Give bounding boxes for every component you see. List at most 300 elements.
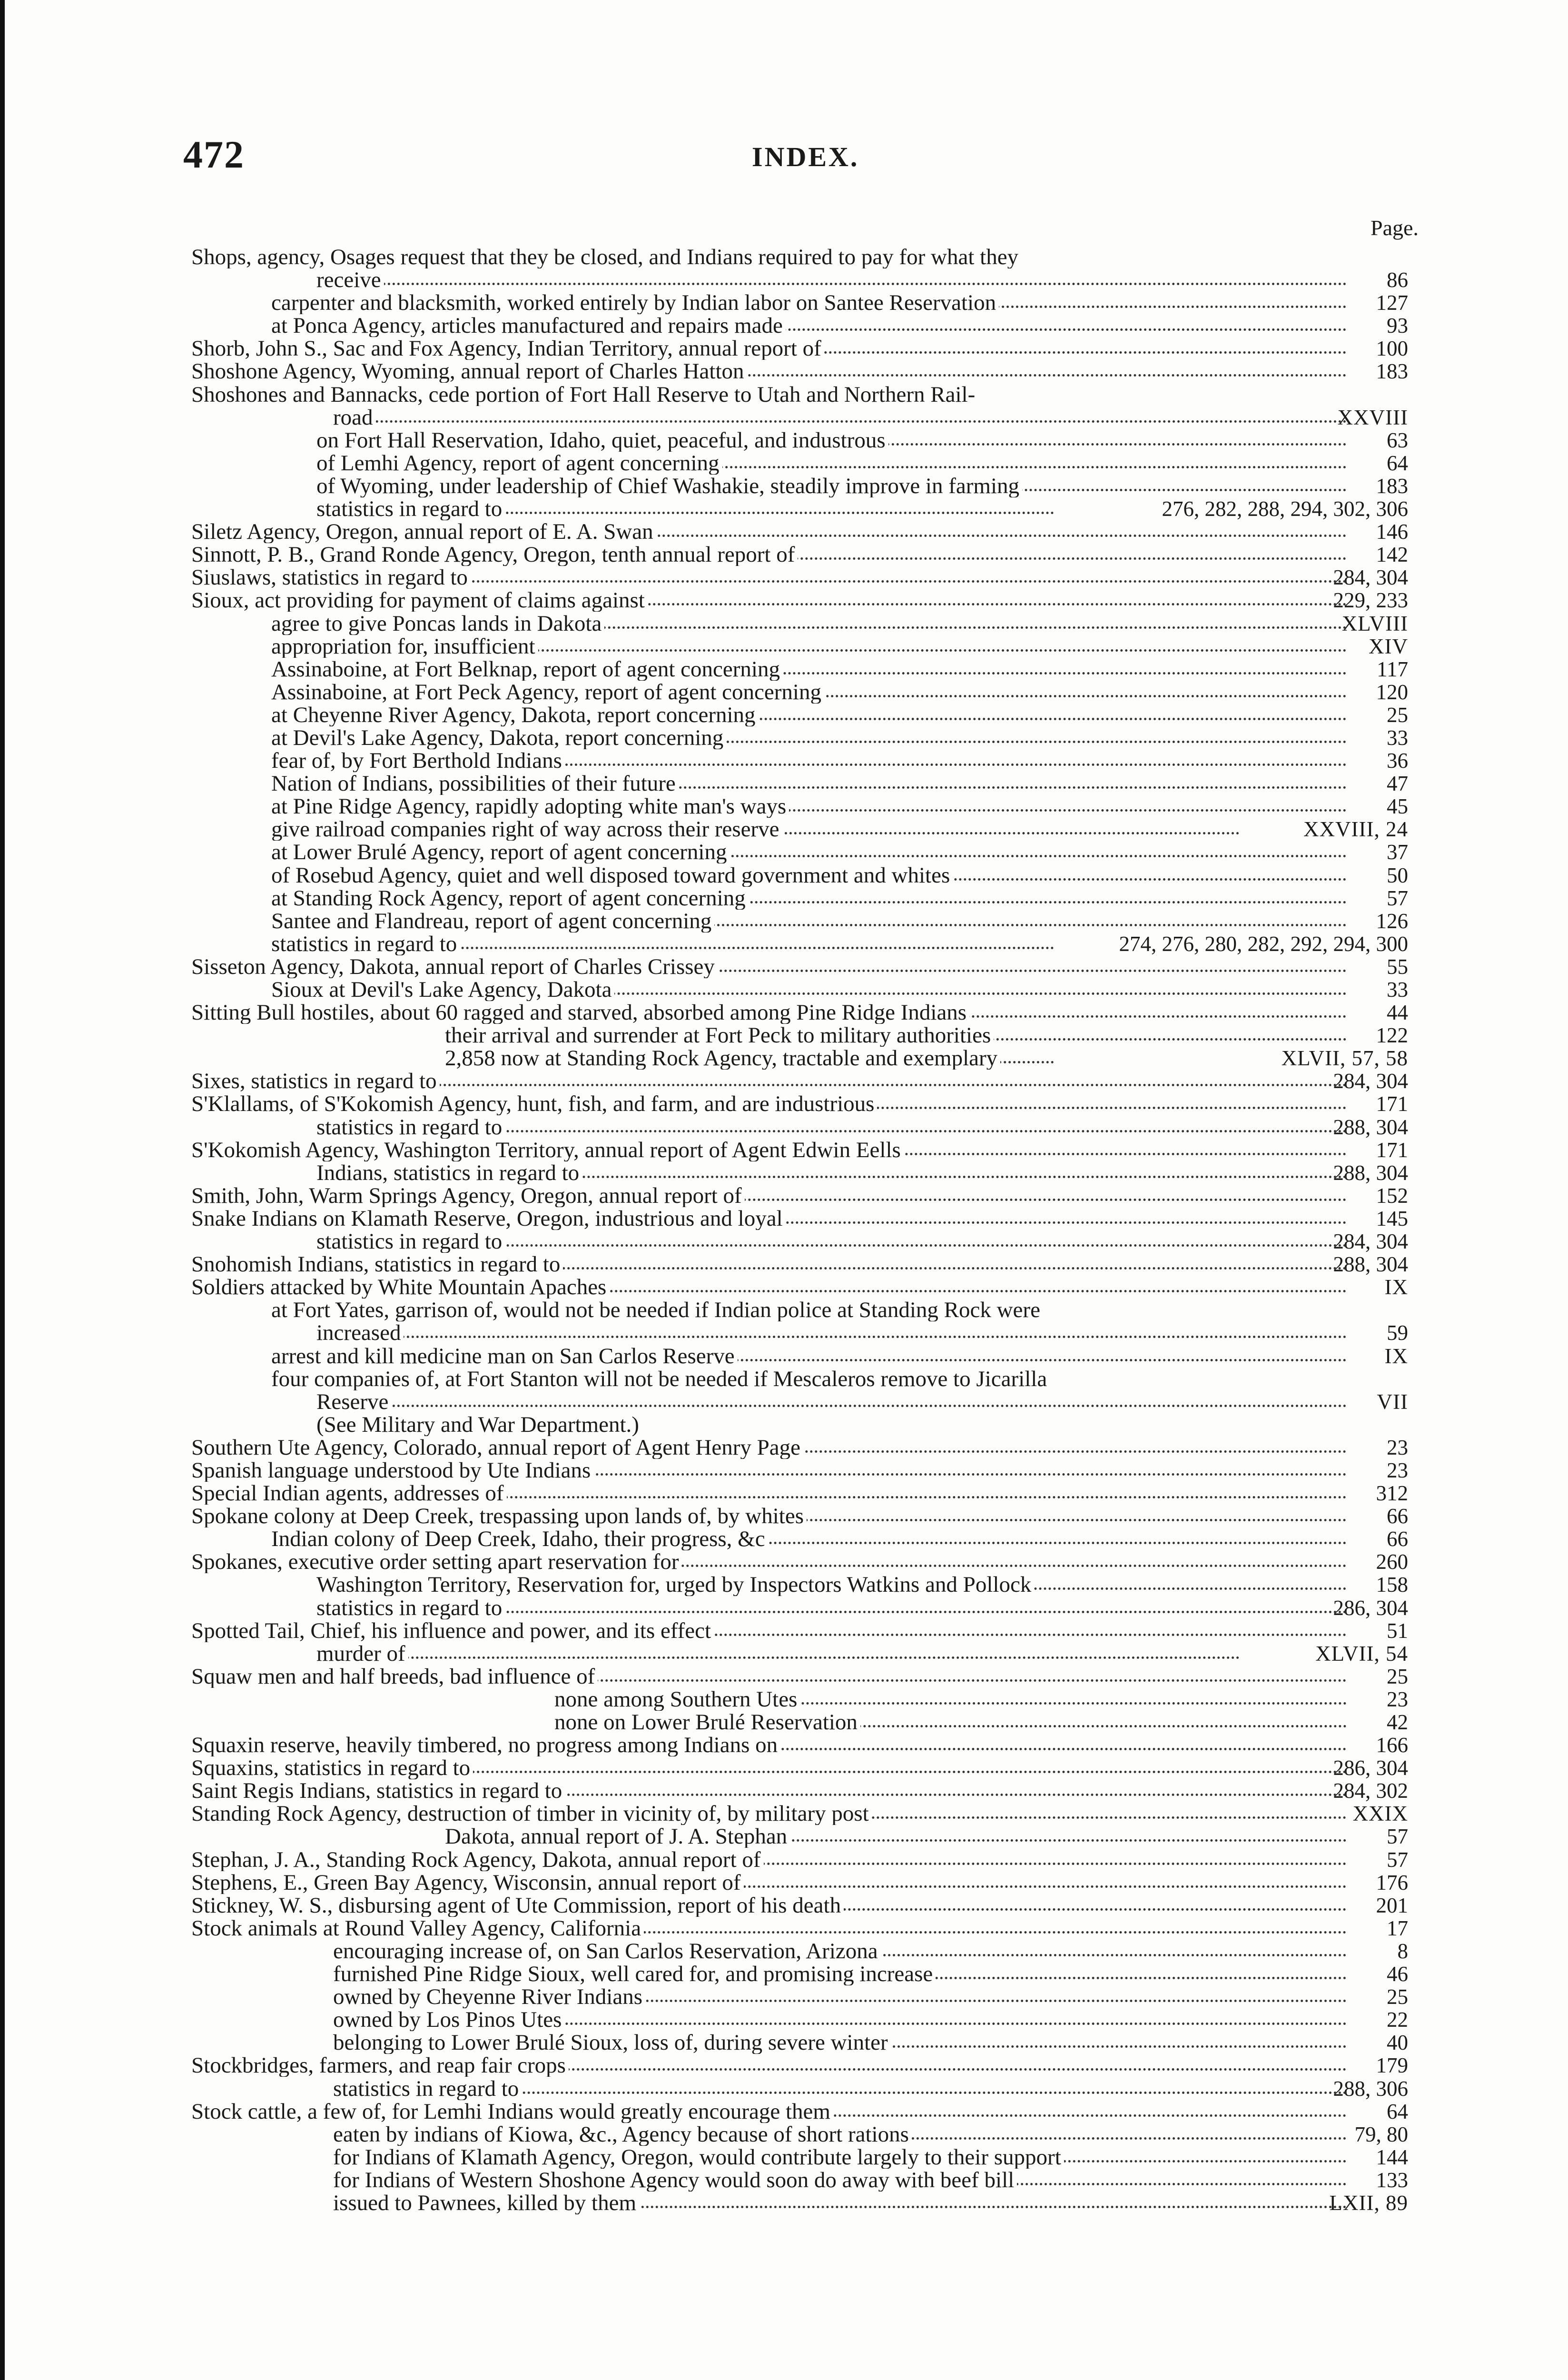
entry-text: [191, 955, 1347, 978]
entry-label: for Indians of Klamath Agency, Oregon, would contribute largely to their support: [333, 2146, 1064, 2169]
index-entry: [0, 1825, 1568, 1848]
entry-label: Squaxins, statistics in regard to: [191, 1756, 473, 1779]
entry-text: [191, 566, 1347, 589]
entry-text: [191, 1253, 1347, 1276]
entry-label: Shoshone Agency, Wyoming, annual report of Charles Hatton: [191, 360, 747, 383]
entry-text: [191, 1917, 1347, 1940]
entry-label: increased: [316, 1321, 404, 1344]
entry-label: owned by Cheyenne River Indians: [333, 1985, 645, 2008]
entry-page-ref: 40: [1387, 2031, 1408, 2055]
entry-label: at Ponca Agency, articles manufactured and repairs made: [271, 314, 786, 337]
entry-text: [191, 360, 1347, 383]
entry-label: appropriation for, insufficient: [271, 635, 538, 658]
index-entry: [0, 1116, 1568, 1139]
entry-page-ref: 33: [1387, 725, 1408, 750]
entry-page-ref: 25: [1387, 703, 1408, 727]
entry-page-ref: 46: [1387, 1962, 1408, 1986]
index-entry: [0, 1619, 1568, 1642]
index-entry: [0, 1207, 1568, 1230]
entry-text: [271, 681, 1347, 704]
entry-text: [191, 1092, 1347, 1115]
page-number: 472: [183, 133, 245, 176]
entry-text: [191, 246, 1408, 268]
entry-page-ref: 66: [1387, 1504, 1408, 1528]
index-entry: [0, 360, 1568, 383]
entry-text: [316, 1321, 1347, 1344]
entry-page-ref: 44: [1387, 1001, 1408, 1025]
entry-text: [191, 2100, 1347, 2123]
entry-label: of Wyoming, under leadership of Chief Washakie, steadily improve in farming: [316, 475, 1022, 497]
entry-label: Siuslaws, statistics in regard to: [191, 566, 471, 589]
index-entry: [0, 704, 1568, 726]
entry-text: [316, 1161, 1347, 1184]
entry-text: [191, 1756, 1347, 1779]
index-entry: [0, 1161, 1568, 1184]
entry-page-ref: 284, 304: [1333, 1069, 1408, 1093]
entry-label: S'Kokomish Agency, Washington Territory, annual report of Agent Edwin Eells: [191, 1139, 904, 1161]
index-entries: [0, 246, 1568, 2214]
entry-label: statistics in regard to: [316, 1116, 505, 1139]
index-entry: [0, 1092, 1568, 1115]
entry-text: [271, 887, 1347, 910]
entry-page-ref: 288, 304: [1333, 1160, 1408, 1185]
entry-page-ref: 23: [1387, 1458, 1408, 1482]
index-entry: [0, 841, 1568, 863]
index-entry: [0, 1184, 1568, 1207]
entry-text: [445, 1825, 1347, 1848]
entry-page-ref: XLVIII: [1341, 611, 1408, 635]
entry-page-ref: 37: [1387, 840, 1408, 864]
entry-page-ref: 120: [1376, 680, 1408, 704]
entry-page-ref: 42: [1387, 1710, 1408, 1734]
index-entry: [0, 726, 1568, 749]
index-entry: [0, 291, 1568, 314]
entry-label: four companies of, at Fort Stanton will not be needed if Mescaleros remove to Jicarilla: [271, 1368, 1050, 1390]
entry-text: [333, 2031, 1347, 2054]
index-entry: [0, 1894, 1568, 1917]
entry-page-ref: 126: [1376, 909, 1408, 933]
entry-label: give railroad companies right of way across their reserve: [271, 818, 782, 841]
index-entry: [0, 383, 1568, 406]
entry-label: Squaw men and half breeds, bad influence of: [191, 1665, 598, 1688]
entry-page-ref: 36: [1387, 749, 1408, 773]
entry-label: Nation of Indians, possibilities of their future: [271, 772, 679, 795]
entry-text: [271, 1527, 1347, 1550]
entry-label: Stephens, E., Green Bay Agency, Wisconsin, annual report of: [191, 1871, 744, 1894]
entry-page-ref: 8: [1397, 1939, 1408, 1963]
entry-label: Standing Rock Agency, destruction of timber in vicinity of, by military post: [191, 1802, 872, 1825]
entry-label: at Standing Rock Agency, report of agent concerning: [271, 887, 749, 910]
index-entry: [0, 2169, 1568, 2192]
entry-text: [191, 1001, 1347, 1024]
index-entry: [0, 1253, 1568, 1276]
index-entry: [0, 1070, 1568, 1092]
entry-page-ref: XXVIII: [1337, 405, 1408, 429]
entry-text: [333, 1985, 1347, 2008]
index-entry: [0, 1368, 1568, 1390]
entry-page-ref: 179: [1376, 2053, 1408, 2078]
index-entry: [0, 1871, 1568, 1894]
entry-label: owned by Los Pinos Utes: [333, 2008, 564, 2031]
entry-label: Shoshones and Bannacks, cede portion of Fort Hall Reserve to Utah and Northern Rail-: [191, 383, 978, 406]
index-entry: [0, 1642, 1568, 1665]
index-entry: [0, 1299, 1568, 1321]
entry-label: at Lower Brulé Agency, report of agent concerning: [271, 841, 730, 863]
entry-page-ref: 146: [1376, 520, 1408, 544]
entry-label: at Devil's Lake Agency, Dakota, report concerning: [271, 726, 726, 749]
entry-page-ref: 63: [1387, 428, 1408, 452]
entry-label: their arrival and surrender at Fort Peck to military authorities: [445, 1024, 994, 1047]
entry-label: Siletz Agency, Oregon, annual report of E. A. Swan: [191, 520, 656, 543]
entry-label: Soldiers attacked by White Mountain Apaches: [191, 1276, 609, 1299]
entry-label: Dakota, annual report of J. A. Stephan: [445, 1825, 790, 1848]
entry-label: Indians, statistics in regard to: [316, 1161, 582, 1184]
entry-page-ref: 17: [1387, 1916, 1408, 1940]
index-entry: [0, 681, 1568, 704]
entry-page-ref: 133: [1376, 2168, 1408, 2192]
entry-text: [191, 589, 1347, 612]
index-entry: [0, 1390, 1568, 1413]
entry-label: Sisseton Agency, Dakota, annual report of Charles Crissey: [191, 955, 718, 978]
entry-text: [191, 1734, 1347, 1756]
index-entry: [0, 246, 1568, 268]
entry-page-ref: 55: [1387, 954, 1408, 979]
index-entry: [0, 1527, 1568, 1550]
entry-page-ref: 51: [1387, 1618, 1408, 1643]
index-entry: [0, 978, 1568, 1001]
index-entry: [0, 2192, 1568, 2214]
entry-text: [333, 1940, 1347, 1963]
entry-label: statistics in regard to: [316, 1597, 505, 1619]
index-entry: [0, 475, 1568, 497]
entry-text: [191, 1459, 1347, 1482]
entry-label: Shops, agency, Osages request that they be closed, and Indians required to pay for what they: [191, 246, 1021, 268]
page-title: INDEX.: [752, 141, 859, 172]
entry-text: [333, 406, 1347, 429]
entry-page-ref: 50: [1387, 863, 1408, 887]
entry-label: for Indians of Western Shoshone Agency would soon do away with beef bill: [333, 2169, 1017, 2192]
entry-label: Spotted Tail, Chief, his influence and power, and its effect: [191, 1619, 714, 1642]
entry-page-ref: XXVIII, 24: [1303, 817, 1408, 842]
index-entry: [0, 1139, 1568, 1161]
entry-label: Spanish language understood by Ute Indians: [191, 1459, 593, 1482]
entry-label: Shorb, John S., Sac and Fox Agency, Indian Territory, annual report of: [191, 337, 824, 360]
index-entry: [0, 566, 1568, 589]
entry-label: receive: [316, 268, 384, 291]
entry-text: [316, 268, 1347, 291]
index-entry: [0, 2031, 1568, 2054]
entry-label: S'Klallams, of S'Kokomish Agency, hunt, fish, and farm, and are industrious: [191, 1092, 877, 1115]
entry-label: statistics in regard to: [333, 2077, 522, 2100]
index-entry: [0, 1688, 1568, 1711]
entry-label: Stock cattle, a few of, for Lemhi Indians would greatly encourage them: [191, 2100, 833, 2123]
entry-page-ref: 64: [1387, 451, 1408, 475]
page-column-heading: Page.: [1371, 216, 1419, 240]
index-entry: [0, 2077, 1568, 2100]
entry-text: [271, 910, 1347, 932]
entry-text: [271, 978, 1347, 1001]
entry-label: Smith, John, Warm Springs Agency, Oregon, annual report of: [191, 1184, 745, 1207]
index-entry: [0, 1734, 1568, 1756]
index-entry: [0, 2008, 1568, 2031]
entry-text: [316, 1413, 1408, 1436]
entry-text: [333, 2146, 1347, 2169]
entry-label: (See Military and War Department.): [316, 1413, 642, 1436]
entry-page-ref: 284, 302: [1333, 1779, 1408, 1803]
entry-page-ref: 288, 304: [1333, 1115, 1408, 1139]
entry-text: [271, 658, 1347, 681]
entry-label: Santee and Flandreau, report of agent concerning: [271, 910, 714, 932]
entry-text: [271, 314, 1347, 337]
index-entry: [0, 1711, 1568, 1734]
entry-text: [445, 1047, 1054, 1070]
entry-page-ref: 23: [1387, 1435, 1408, 1459]
entry-text: [191, 1436, 1347, 1459]
index-entry: [0, 520, 1568, 543]
index-entry: [0, 1917, 1568, 1940]
index-entry: [0, 1413, 1568, 1436]
entry-label: Special Indian agents, addresses of: [191, 1482, 507, 1505]
entry-text: [271, 1368, 1408, 1390]
entry-page-ref: 45: [1387, 794, 1408, 819]
entry-text: [191, 1207, 1347, 1230]
entry-page-ref: 142: [1376, 543, 1408, 567]
index-entry: [0, 1024, 1568, 1047]
entry-text: [191, 1505, 1347, 1527]
entry-page-ref: 86: [1387, 268, 1408, 292]
entry-label: Stephan, J. A., Standing Rock Agency, Dakota, annual report of: [191, 1848, 764, 1871]
entry-label: arrest and kill medicine man on San Carlos Reserve: [271, 1345, 738, 1368]
entry-text: [191, 1139, 1347, 1161]
entry-label: Sioux, act providing for payment of claims against: [191, 589, 648, 612]
entry-page-ref: 47: [1387, 772, 1408, 796]
entry-page-ref: 274, 276, 280, 282, 292, 294, 300: [1119, 932, 1408, 956]
entry-text: [191, 1070, 1347, 1092]
entry-text: [191, 543, 1347, 566]
entry-page-ref: 144: [1376, 2145, 1408, 2169]
index-entry: [0, 1001, 1568, 1024]
index-entry: [0, 1550, 1568, 1573]
entry-page-ref: VII: [1377, 1389, 1408, 1414]
index-entry: [0, 932, 1568, 955]
entry-text: [271, 932, 1054, 955]
entry-text: [316, 1390, 1347, 1413]
entry-label: Sioux at Devil's Lake Agency, Dakota: [271, 978, 614, 1001]
entry-label: agree to give Poncas lands in Dakota: [271, 612, 604, 635]
entry-label: Spokane colony at Deep Creek, trespassing upon lands of, by whites: [191, 1505, 807, 1527]
entry-page-ref: 183: [1376, 359, 1408, 384]
entry-text: [191, 1871, 1347, 1894]
entry-label: at Fort Yates, garrison of, would not be needed if Indian police at Standing Rock were: [271, 1299, 1043, 1321]
entry-page-ref: 117: [1377, 657, 1408, 681]
entry-page-ref: 25: [1387, 1664, 1408, 1688]
index-entry: [0, 1848, 1568, 1871]
entry-text: [191, 2054, 1347, 2077]
entry-page-ref: 33: [1387, 978, 1408, 1002]
entry-text: [191, 1848, 1347, 1871]
entry-page-ref: 152: [1376, 1183, 1408, 1208]
entry-page-ref: 122: [1376, 1023, 1408, 1048]
entry-text: [554, 1711, 1347, 1734]
index-entry: [0, 1482, 1568, 1505]
entry-page-ref: 171: [1376, 1138, 1408, 1162]
entry-page-ref: 22: [1387, 2008, 1408, 2032]
entry-page-ref: 59: [1387, 1321, 1408, 1345]
entry-page-ref: 176: [1376, 1870, 1408, 1894]
entry-label: belonging to Lower Brulé Sioux, loss of, during severe winter: [333, 2031, 891, 2054]
index-entry: [0, 1940, 1568, 1963]
entry-page-ref: 166: [1376, 1733, 1408, 1757]
entry-text: [316, 1642, 1240, 1665]
index-entry: [0, 1047, 1568, 1070]
entry-label: encouraging increase of, on San Carlos Reservation, Arizona: [333, 1940, 881, 1963]
index-entry: [0, 955, 1568, 978]
entry-page-ref: 183: [1376, 474, 1408, 498]
index-entry: [0, 268, 1568, 291]
entry-label: statistics in regard to: [271, 932, 460, 955]
index-entry: [0, 658, 1568, 681]
entry-page-ref: XXIX: [1352, 1802, 1408, 1826]
entry-text: [316, 1230, 1347, 1253]
index-entry: [0, 497, 1568, 520]
entry-label: Assinaboine, at Fort Belknap, report of agent concerning: [271, 658, 783, 681]
entry-label: none on Lower Brulé Reservation: [554, 1711, 860, 1734]
index-entry: [0, 1230, 1568, 1253]
entry-text: [271, 1299, 1408, 1321]
entry-page-ref: 57: [1387, 886, 1408, 910]
index-entry: [0, 887, 1568, 910]
entry-page-ref: XLVII, 57, 58: [1281, 1046, 1408, 1071]
entry-label: issued to Pawnees, killed by them: [333, 2192, 639, 2214]
index-entry: [0, 1573, 1568, 1596]
index-entry: [0, 1665, 1568, 1688]
entry-page-ref: IX: [1384, 1275, 1408, 1299]
entry-page-ref: 57: [1387, 1847, 1408, 1872]
index-entry: [0, 1345, 1568, 1368]
entry-text: [271, 726, 1347, 749]
entry-label: Assinaboine, at Fort Peck Agency, report of agent concerning: [271, 681, 824, 704]
index-entry: [0, 1436, 1568, 1459]
entry-label: Indian colony of Deep Creek, Idaho, their progress, &c: [271, 1527, 768, 1550]
entry-label: Stockbridges, farmers, and reap fair crops: [191, 2054, 569, 2077]
entry-text: [316, 1116, 1347, 1139]
index-entry: [0, 749, 1568, 772]
entry-text: [333, 2123, 1347, 2146]
entry-label: of Rosebud Agency, quiet and well disposed toward government and whites: [271, 864, 953, 887]
entry-text: [191, 1894, 1347, 1917]
entry-page-ref: XLVII, 54: [1315, 1641, 1408, 1666]
entry-page-ref: 284, 304: [1333, 1230, 1408, 1254]
entry-page-ref: 23: [1387, 1687, 1408, 1711]
entry-text: [316, 1597, 1347, 1619]
entry-label: Squaxin reserve, heavily timbered, no progress among Indians on: [191, 1734, 780, 1756]
index-entry: [0, 2146, 1568, 2169]
entry-page-ref: XIV: [1369, 634, 1408, 658]
entry-text: [316, 1573, 1347, 1596]
entry-label: Sitting Bull hostiles, about 60 ragged and starved, absorbed among Pine Ridge Indians: [191, 1001, 969, 1024]
entry-label: Saint Regis Indians, statistics in regard to: [191, 1779, 565, 1802]
entry-page-ref: 260: [1376, 1550, 1408, 1574]
entry-text: [271, 612, 1347, 635]
entry-text: [333, 2169, 1347, 2192]
entry-text: [191, 1779, 1347, 1802]
entry-page-ref: IX: [1384, 1344, 1408, 1368]
entry-text: [316, 475, 1347, 497]
entry-text: [191, 1482, 1347, 1505]
entry-text: [271, 864, 1347, 887]
entry-text: [316, 452, 1347, 475]
entry-text: [271, 1345, 1347, 1368]
entry-page-ref: 57: [1387, 1825, 1408, 1849]
entry-text: [191, 1619, 1347, 1642]
entry-label: eaten by indians of Kiowa, &c., Agency because of short rations: [333, 2123, 912, 2146]
index-entry: [0, 635, 1568, 658]
entry-text: [191, 1665, 1347, 1688]
entry-label: carpenter and blacksmith, worked entirely by Indian labor on Santee Reservation: [271, 291, 999, 314]
entry-text: [191, 1550, 1347, 1573]
entry-page-ref: LXII, 89: [1329, 2191, 1408, 2215]
entry-page-ref: 145: [1376, 1206, 1408, 1230]
entry-label: at Cheyenne River Agency, Dakota, report concerning: [271, 704, 759, 726]
entry-page-ref: 64: [1387, 2099, 1408, 2123]
entry-text: [191, 1802, 1347, 1825]
entry-label: Spokanes, executive order setting apart reservation for: [191, 1550, 681, 1573]
index-entry: [0, 2054, 1568, 2077]
entry-page-ref: 286, 304: [1333, 1596, 1408, 1620]
entry-page-ref: 276, 282, 288, 294, 302, 306: [1162, 497, 1408, 521]
entry-text: [191, 520, 1347, 543]
entry-label: statistics in regard to: [316, 1230, 505, 1253]
index-entry: [0, 612, 1568, 635]
entry-text: [271, 635, 1347, 658]
entry-label: Snohomish Indians, statistics in regard to: [191, 1253, 563, 1276]
entry-label: road: [333, 406, 376, 429]
entry-label: Reserve: [316, 1390, 391, 1413]
entry-text: [271, 818, 1240, 841]
index-entry: [0, 2100, 1568, 2123]
entry-label: Southern Ute Agency, Colorado, annual report of Agent Henry Page: [191, 1436, 803, 1459]
index-entry: [0, 910, 1568, 932]
entry-text: [191, 383, 1408, 406]
entry-text: [271, 841, 1347, 863]
entry-label: furnished Pine Ridge Sioux, well cared for, and promising increase: [333, 1963, 936, 1985]
entry-text: [316, 497, 1054, 520]
entry-page-ref: 93: [1387, 314, 1408, 338]
index-entry: [0, 1963, 1568, 1985]
entry-page-ref: 288, 304: [1333, 1252, 1408, 1277]
entry-page-ref: 312: [1376, 1481, 1408, 1506]
index-entry: [0, 2123, 1568, 2146]
entry-label: at Pine Ridge Agency, rapidly adopting white man's ways: [271, 795, 789, 818]
entry-text: [271, 704, 1347, 726]
index-entry: [0, 452, 1568, 475]
index-entry: [0, 864, 1568, 887]
index-entry: [0, 1756, 1568, 1779]
index-entry: [0, 1802, 1568, 1825]
entry-text: [554, 1688, 1347, 1711]
entry-text: [191, 1276, 1347, 1299]
entry-label: none among Southern Utes: [554, 1688, 800, 1711]
entry-text: [271, 749, 1347, 772]
index-entry: [0, 1985, 1568, 2008]
entry-page-ref: 25: [1387, 1985, 1408, 2009]
index-entry: [0, 1321, 1568, 1344]
index-entry: [0, 1459, 1568, 1482]
entry-label: Washington Territory, Reservation for, urged by Inspectors Watkins and Pollock: [316, 1573, 1034, 1596]
entry-label: of Lemhi Agency, report of agent concerning: [316, 452, 722, 475]
entry-page-ref: 66: [1387, 1527, 1408, 1551]
entry-text: [271, 795, 1347, 818]
